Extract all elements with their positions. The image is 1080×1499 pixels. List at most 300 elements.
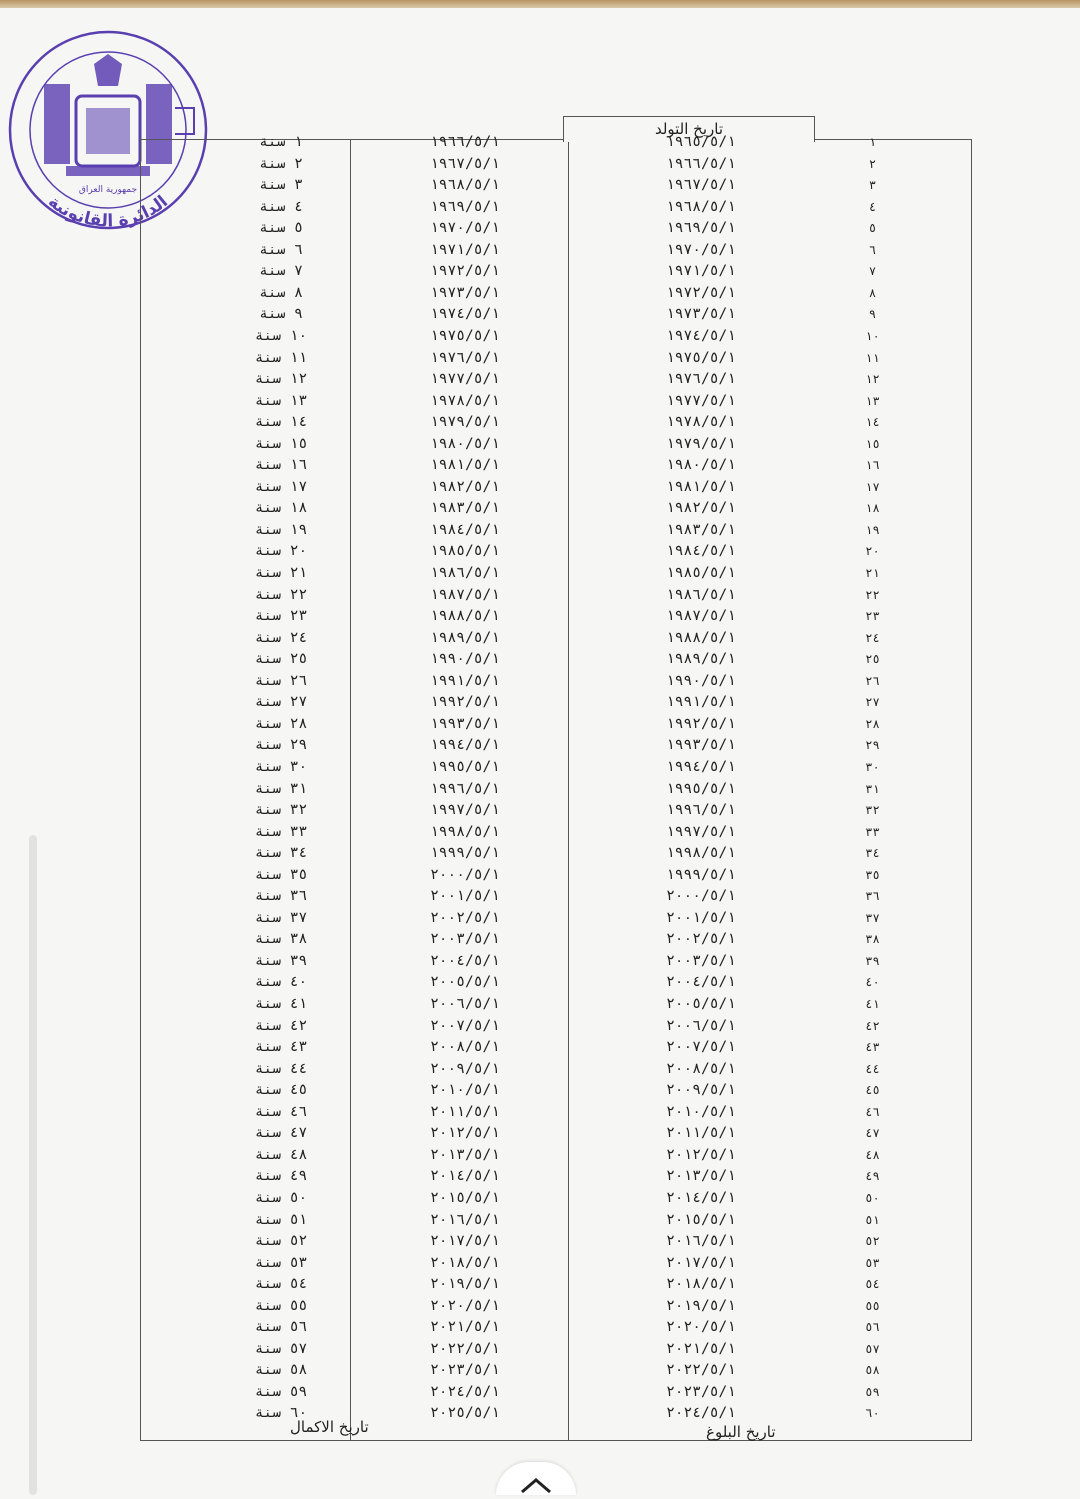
- row-number-cell: ٣٢: [865, 803, 880, 818]
- row-number-cell: ٣: [868, 178, 877, 193]
- birth-date-cell: ٢٠٢٠/٥/١: [666, 1319, 736, 1336]
- age-cell: ٢٤ سنة: [254, 629, 308, 646]
- completion-date-cell: ٢٠١٧/٥/١: [430, 1233, 500, 1250]
- age-cell: ٢ سنة: [259, 155, 303, 172]
- row-number-cell: ٤٢: [865, 1018, 880, 1033]
- row-number-cell: ٣٠: [865, 759, 880, 774]
- row-number-cell: ٢٨: [865, 716, 880, 731]
- birth-date-cell: ١٩٨٥/٥/١: [666, 565, 736, 581]
- birth-date-cell: ١٩٩٧/٥/١: [666, 823, 736, 840]
- table-row: [140, 929, 972, 951]
- table-row: [140, 606, 972, 628]
- birth-date-cell: ٢٠٠٧/٥/١: [666, 1039, 736, 1056]
- row-number-cell: ٣٤: [865, 846, 880, 861]
- age-cell: ٥٢ سنة: [254, 1233, 308, 1250]
- row-number-cell: ٨: [868, 285, 877, 300]
- completion-date-cell: ٢٠٠٥/٥/١: [430, 974, 500, 991]
- row-number-cell: ١٦: [865, 458, 880, 473]
- completion-date-cell: ١٩٨٢/٥/١: [430, 478, 500, 495]
- table-row: [140, 1080, 972, 1102]
- footer-maturity-date: تاريخ البلوغ: [706, 1423, 776, 1441]
- birth-date-cell: ٢٠٢١/٥/١: [666, 1340, 736, 1357]
- table-row: [140, 585, 972, 607]
- table-row: [140, 714, 972, 736]
- table-row: [140, 908, 972, 930]
- birth-date-cell: ١٩٨٩/٥/١: [666, 651, 736, 668]
- table-row: [140, 994, 972, 1016]
- birth-date-cell: ١٩٧٤/٥/١: [666, 327, 736, 344]
- row-number-cell: ١٥: [865, 436, 880, 451]
- age-cell: ٣١ سنة: [254, 780, 308, 797]
- row-number-cell: ٥٢: [865, 1234, 880, 1249]
- table-row: [140, 218, 972, 240]
- age-cell: ٢٣ سنة: [254, 608, 308, 625]
- age-cell: ٥٨ سنة: [254, 1362, 308, 1379]
- birth-date-cell: ١٩٦٦/٥/١: [666, 155, 736, 172]
- birth-date-cell: ١٩٩٩/٥/١: [666, 866, 736, 883]
- table-row: [140, 1231, 972, 1253]
- table-row: [140, 304, 972, 326]
- birth-date-cell: ٢٠٠٠/٥/١: [666, 888, 736, 905]
- completion-date-cell: ١٩٩٠/٥/١: [430, 651, 500, 668]
- table-row: [140, 1123, 972, 1145]
- scrollbar[interactable]: [29, 835, 37, 1495]
- completion-date-cell: ٢٠٢٤/٥/١: [430, 1383, 500, 1400]
- stamp-inner-text: جمهورية العراق: [78, 185, 138, 195]
- row-number-cell: ٤٥: [865, 1083, 880, 1098]
- row-number-cell: ٥٠: [865, 1190, 880, 1205]
- table-row: [140, 822, 972, 844]
- table-row: [140, 520, 972, 542]
- birth-date-cell: ١٩٧٠/٥/١: [666, 241, 736, 258]
- age-cell: ٣٩ سنة: [254, 952, 308, 969]
- completion-date-cell: ٢٠١١/٥/١: [430, 1103, 500, 1120]
- row-number-cell: ٤١: [865, 997, 880, 1011]
- table-row: [140, 1253, 972, 1275]
- completion-date-cell: ٢٠٠٧/٥/١: [430, 1017, 500, 1034]
- table-row: [140, 1339, 972, 1361]
- age-cell: ٩ سنة: [259, 306, 303, 323]
- birth-date-cell: ١٩٧٣/٥/١: [666, 306, 736, 323]
- birth-date-cell: ٢٠٠١/٥/١: [666, 909, 736, 926]
- row-number-cell: ٢٣: [865, 609, 880, 624]
- completion-date-cell: ٢٠٠٢/٥/١: [430, 909, 500, 926]
- table-row: [140, 563, 972, 585]
- table-row: [140, 412, 972, 434]
- completion-date-cell: ٢٠١٣/٥/١: [430, 1146, 500, 1163]
- birth-date-cell: ١٩٨٤/٥/١: [666, 543, 736, 560]
- table-row: [140, 1274, 972, 1296]
- row-number-cell: ١٤: [865, 415, 880, 430]
- birth-date-cell: ١٩٦٨/٥/١: [666, 198, 736, 215]
- completion-date-cell: ١٩٨٩/٥/١: [430, 629, 500, 646]
- completion-date-cell: ٢٠٠٠/٥/١: [430, 866, 500, 883]
- row-number-cell: ٢١: [865, 566, 880, 580]
- birth-date-cell: ٢٠١٤/٥/١: [666, 1189, 736, 1206]
- completion-date-cell: ٢٠١٩/٥/١: [430, 1276, 500, 1293]
- row-number-cell: ٢٢: [865, 587, 880, 602]
- birth-date-cell: ٢٠١٩/٥/١: [666, 1297, 736, 1314]
- birth-date-cell: ١٩٨٦/٥/١: [666, 586, 736, 603]
- completion-date-cell: ١٩٨٨/٥/١: [430, 608, 500, 625]
- age-cell: ٣٥ سنة: [254, 866, 308, 883]
- table-row: [140, 197, 972, 219]
- age-cell: ٢٠ سنة: [254, 543, 308, 560]
- row-number-cell: ٢٩: [865, 738, 880, 753]
- completion-date-cell: ١٩٧٦/٥/١: [430, 349, 500, 366]
- footer-completion-date: تاريخ الاكمال: [290, 1418, 369, 1436]
- birth-date-cell: ٢٠٢٢/٥/١: [666, 1362, 736, 1379]
- completion-date-cell: ١٩٨٠/٥/١: [430, 435, 500, 452]
- completion-date-cell: ٢٠٠٣/٥/١: [430, 931, 500, 948]
- age-cell: ٥٤ سنة: [254, 1276, 308, 1293]
- table-row: [140, 951, 972, 973]
- age-cell: ٣ سنة: [259, 177, 303, 194]
- birth-date-cell: ٢٠١٨/٥/١: [666, 1276, 736, 1293]
- row-number-cell: ٢٧: [865, 695, 880, 710]
- completion-date-cell: ٢٠٠١/٥/١: [430, 888, 500, 905]
- age-cell: ٢٢ سنة: [254, 586, 308, 603]
- age-cell: ٥٥ سنة: [254, 1297, 308, 1314]
- completion-date-cell: ١٩٦٨/٥/١: [430, 177, 500, 194]
- table-row: [140, 541, 972, 563]
- table-row: [140, 154, 972, 176]
- row-number-cell: ١٨: [865, 501, 880, 516]
- row-number-cell: ٤٦: [865, 1104, 880, 1119]
- age-cell: ٦٠ سنة: [254, 1405, 308, 1422]
- table-row: [140, 886, 972, 908]
- age-cell: ١٠ سنة: [254, 327, 308, 344]
- row-number-cell: ٢٤: [865, 630, 880, 645]
- row-number-cell: ١٢: [865, 372, 880, 387]
- table-row: [140, 391, 972, 413]
- table-row: [140, 261, 972, 283]
- table-row: [140, 477, 972, 499]
- age-cell: ١٤ سنة: [254, 414, 308, 431]
- completion-date-cell: ٢٠٢٥/٥/١: [430, 1405, 500, 1422]
- table-row: [140, 175, 972, 197]
- completion-date-cell: ١٩٧٩/٥/١: [430, 414, 500, 431]
- birth-date-cell: ٢٠٢٣/٥/١: [666, 1383, 736, 1400]
- age-cell: ٤٧ سنة: [254, 1125, 308, 1142]
- age-cell: ١٥ سنة: [254, 435, 308, 452]
- age-cell: ٥ سنة: [259, 220, 303, 237]
- completion-date-cell: ١٩٦٩/٥/١: [430, 198, 500, 215]
- age-cell: ١٧ سنة: [254, 478, 308, 495]
- table-row: [140, 649, 972, 671]
- birth-date-cell: ١٩٩٨/٥/١: [666, 845, 736, 862]
- age-cell: ٥٩ سنة: [254, 1383, 308, 1400]
- row-number-cell: ٢: [868, 156, 877, 171]
- row-number-cell: ٥٤: [865, 1277, 880, 1292]
- age-cell: ٤٢ سنة: [254, 1017, 308, 1034]
- table-row: [140, 1145, 972, 1167]
- birth-date-cell: ١٩٨١/٥/١: [666, 478, 736, 495]
- age-cell: ١٩ سنة: [254, 521, 308, 538]
- table-row: [140, 779, 972, 801]
- completion-date-cell: ٢٠١٦/٥/١: [430, 1211, 500, 1228]
- completion-date-cell: ٢٠١٤/٥/١: [430, 1168, 500, 1185]
- completion-date-cell: ١٩٩٩/٥/١: [430, 845, 500, 862]
- birth-date-cell: ٢٠١٦/٥/١: [666, 1233, 736, 1250]
- row-number-cell: ٢٠: [865, 544, 880, 559]
- birth-date-cell: ١٩٩٥/٥/١: [666, 780, 736, 797]
- age-cell: ١٨ سنة: [254, 500, 308, 517]
- birth-date-cell: ٢٠١٧/٥/١: [666, 1254, 736, 1271]
- completion-date-cell: ٢٠١٢/٥/١: [430, 1125, 500, 1142]
- birth-date-cell: ١٩٧٥/٥/١: [666, 349, 736, 366]
- birth-date-cell: ١٩٧٧/٥/١: [666, 392, 736, 409]
- age-cell: ٤٦ سنة: [254, 1103, 308, 1120]
- completion-date-cell: ٢٠١٥/٥/١: [430, 1189, 500, 1206]
- age-cell: ٥٦ سنة: [254, 1319, 308, 1336]
- completion-date-cell: ١٩٩٥/٥/١: [430, 758, 500, 775]
- birth-date-cell: ١٩٦٧/٥/١: [666, 177, 736, 194]
- completion-date-cell: ٢٠٠٤/٥/١: [430, 952, 500, 969]
- row-number-cell: ١١: [865, 350, 880, 365]
- age-cell: ١١ سنة: [254, 349, 308, 366]
- birth-date-cell: ١٩٩٠/٥/١: [666, 672, 736, 689]
- birth-date-cell: ٢٠٠٩/٥/١: [666, 1082, 736, 1099]
- age-cell: ٤٥ سنة: [254, 1082, 308, 1099]
- stamp-tick-mark: [175, 107, 195, 135]
- completion-date-cell: ١٩٨٧/٥/١: [430, 586, 500, 603]
- row-number-cell: ٣٧: [865, 910, 880, 925]
- table-row: [140, 132, 972, 154]
- row-number-cell: ٤٩: [865, 1169, 880, 1184]
- row-number-cell: ٥٩: [865, 1384, 880, 1399]
- age-cell: ٣٣ سنة: [254, 823, 308, 840]
- table-row: [140, 434, 972, 456]
- row-number-cell: ٣٩: [865, 953, 880, 968]
- age-cell: ٥٧ سنة: [254, 1340, 308, 1357]
- row-number-cell: ٣١: [865, 781, 880, 796]
- birth-date-cell: ١٩٨٧/٥/١: [666, 608, 736, 625]
- table-row: [140, 326, 972, 348]
- table-row: [140, 1059, 972, 1081]
- age-cell: ٤٠ سنة: [254, 974, 308, 991]
- table-row: [140, 455, 972, 477]
- table-row: [140, 498, 972, 520]
- birth-date-cell: ٢٠١١/٥/١: [666, 1125, 736, 1142]
- table-row: [140, 671, 972, 693]
- birth-date-cell: ١٩٧١/٥/١: [666, 263, 736, 280]
- back-button[interactable]: [496, 1462, 576, 1495]
- row-number-cell: ٥٦: [865, 1320, 880, 1335]
- row-number-cell: ٩: [868, 307, 877, 322]
- age-cell: ١٦ سنة: [254, 457, 308, 474]
- row-number-cell: ٥٥: [865, 1298, 880, 1313]
- age-cell: ٣٢ سنة: [254, 802, 308, 819]
- completion-date-cell: ١٩٩٢/٥/١: [430, 694, 500, 711]
- top-edge-strip: [0, 0, 1080, 8]
- completion-date-cell: ٢٠١٠/٥/١: [430, 1082, 500, 1099]
- completion-date-cell: ٢٠٠٩/٥/١: [430, 1060, 500, 1077]
- age-cell: ٤٨ سنة: [254, 1146, 308, 1163]
- table-row: [140, 843, 972, 865]
- table-row: [140, 628, 972, 650]
- row-number-cell: ٤: [868, 199, 877, 214]
- birth-date-cell: ٢٠٠٥/٥/١: [666, 996, 736, 1012]
- birth-date-cell: ١٩٩٢/٥/١: [666, 715, 736, 732]
- age-cell: ٣٧ سنة: [254, 909, 308, 926]
- table-row: [140, 240, 972, 262]
- row-number-cell: ٢٦: [865, 673, 880, 688]
- age-cell: ٦ سنة: [259, 241, 303, 258]
- age-cell: ٢١ سنة: [254, 565, 308, 581]
- table-row: [140, 1102, 972, 1124]
- age-cell: ٢٩ سنة: [254, 737, 308, 754]
- table-row: [140, 1210, 972, 1232]
- row-number-cell: ٤٨: [865, 1147, 880, 1162]
- table-row: [140, 1296, 972, 1318]
- birth-date-cell: ٢٠١٠/٥/١: [666, 1103, 736, 1120]
- birth-date-cell: ٢٠٠٦/٥/١: [666, 1017, 736, 1034]
- completion-date-cell: ١٩٧١/٥/١: [430, 241, 500, 258]
- birth-date-cell: ١٩٩١/٥/١: [666, 694, 736, 711]
- age-cell: ٣٨ سنة: [254, 931, 308, 948]
- birth-date-cell: ١٩٨٨/٥/١: [666, 629, 736, 646]
- table-row: [140, 1188, 972, 1210]
- row-number-cell: ١٠: [865, 328, 880, 343]
- age-cell: ٤٣ سنة: [254, 1039, 308, 1056]
- completion-date-cell: ١٩٨٤/٥/١: [430, 521, 500, 538]
- row-number-cell: ٣٣: [865, 824, 880, 839]
- table-row: [140, 735, 972, 757]
- table-row: [140, 1382, 972, 1404]
- birth-date-cell: ٢٠٠٨/٥/١: [666, 1060, 736, 1077]
- age-cell: ٣٠ سنة: [254, 758, 308, 775]
- row-number-cell: ٤٤: [865, 1061, 880, 1076]
- up-arrow-icon: [496, 1462, 576, 1495]
- birth-date-cell: ٢٠٠٤/٥/١: [666, 974, 736, 991]
- row-number-cell: ٥: [868, 221, 877, 236]
- age-cell: ٣٦ سنة: [254, 888, 308, 905]
- age-cell: ٨ سنة: [259, 284, 303, 301]
- completion-date-cell: ١٩٧٣/٥/١: [430, 284, 500, 301]
- birth-date-cell: ٢٠٢٤/٥/١: [666, 1405, 736, 1422]
- completion-date-cell: ١٩٨٥/٥/١: [430, 543, 500, 560]
- table-row: [140, 865, 972, 887]
- age-cell: ٤ سنة: [259, 198, 303, 215]
- completion-date-cell: ١٩٧٧/٥/١: [430, 371, 500, 388]
- row-number-cell: ١٣: [865, 393, 880, 408]
- age-cell: ٤٤ سنة: [254, 1060, 308, 1077]
- age-cell: ١٢ سنة: [254, 371, 308, 388]
- row-number-cell: ٦٠: [865, 1406, 880, 1421]
- age-cell: ٥٠ سنة: [254, 1189, 308, 1206]
- age-cell: ٣٤ سنة: [254, 845, 308, 862]
- table-row: [140, 1403, 972, 1425]
- birth-date-cell: ٢٠٠٣/٥/١: [666, 952, 736, 969]
- table-row: [140, 369, 972, 391]
- completion-date-cell: ١٩٧٥/٥/١: [430, 327, 500, 344]
- table-row: [140, 1166, 972, 1188]
- age-cell: ٤١ سنة: [254, 996, 308, 1012]
- completion-date-cell: ٢٠٠٨/٥/١: [430, 1039, 500, 1056]
- age-cell: ١٣ سنة: [254, 392, 308, 409]
- birth-date-cell: ١٩٩٦/٥/١: [666, 802, 736, 819]
- age-cell: ٢٧ سنة: [254, 694, 308, 711]
- birth-date-cell: ١٩٧٩/٥/١: [666, 435, 736, 452]
- age-cell: ٥٣ سنة: [254, 1254, 308, 1271]
- table-row: [140, 800, 972, 822]
- row-number-cell: ٣٨: [865, 932, 880, 947]
- completion-date-cell: ١٩٦٦/٥/١: [430, 134, 500, 150]
- completion-date-cell: ١٩٧٠/٥/١: [430, 220, 500, 237]
- row-number-cell: ٦: [868, 242, 877, 257]
- row-number-cell: ٤٧: [865, 1126, 880, 1141]
- completion-date-cell: ١٩٨٦/٥/١: [430, 565, 500, 581]
- age-cell: ١ سنة: [259, 134, 303, 150]
- table-row: [140, 1037, 972, 1059]
- row-number-cell: ٧: [868, 264, 877, 279]
- birth-date-cell: ١٩٨٠/٥/١: [666, 457, 736, 474]
- table-row: [140, 1016, 972, 1038]
- row-number-cell: ٥٣: [865, 1255, 880, 1270]
- table-row: [140, 692, 972, 714]
- stamp-ring-text: الدائرة القانونية: [44, 191, 172, 232]
- table-row: [140, 283, 972, 305]
- completion-date-cell: ١٩٧٨/٥/١: [430, 392, 500, 409]
- age-cell: ٥١ سنة: [254, 1211, 308, 1228]
- completion-date-cell: ٢٠٢٣/٥/١: [430, 1362, 500, 1379]
- header-birth-date: تاريخ التولد: [563, 116, 815, 142]
- completion-date-cell: ٢٠٢٢/٥/١: [430, 1340, 500, 1357]
- birth-date-cell: ١٩٩٣/٥/١: [666, 737, 736, 754]
- row-number-cell: ٤٣: [865, 1040, 880, 1055]
- completion-date-cell: ٢٠٢٠/٥/١: [430, 1297, 500, 1314]
- completion-date-cell: ١٩٧٤/٥/١: [430, 306, 500, 323]
- completion-date-cell: ١٩٨١/٥/١: [430, 457, 500, 474]
- birth-date-cell: ١٩٦٥/٥/١: [666, 134, 736, 150]
- birth-date-cell: ١٩٦٩/٥/١: [666, 220, 736, 237]
- row-number-cell: ١: [868, 135, 877, 149]
- birth-date-cell: ١٩٨٢/٥/١: [666, 500, 736, 517]
- birth-date-cell: ١٩٧٢/٥/١: [666, 284, 736, 301]
- table-row: [140, 972, 972, 994]
- completion-date-cell: ٢٠١٨/٥/١: [430, 1254, 500, 1271]
- table-row: [140, 757, 972, 779]
- row-number-cell: ٣٦: [865, 889, 880, 904]
- age-cell: ٢٦ سنة: [254, 672, 308, 689]
- birth-date-cell: ١٩٩٤/٥/١: [666, 758, 736, 775]
- birth-date-cell: ٢٠١٢/٥/١: [666, 1146, 736, 1163]
- completion-date-cell: ١٩٦٧/٥/١: [430, 155, 500, 172]
- birth-date-cell: ٢٠١٥/٥/١: [666, 1211, 736, 1228]
- completion-date-cell: ٢٠٢١/٥/١: [430, 1319, 500, 1336]
- birth-date-cell: ٢٠٠٢/٥/١: [666, 931, 736, 948]
- row-number-cell: ٤٠: [865, 975, 880, 990]
- completion-date-cell: ١٩٧٢/٥/١: [430, 263, 500, 280]
- completion-date-cell: ١٩٩٤/٥/١: [430, 737, 500, 754]
- table-row: [140, 1360, 972, 1382]
- row-number-cell: ١٧: [865, 479, 880, 494]
- completion-date-cell: ١٩٩٧/٥/١: [430, 802, 500, 819]
- completion-date-cell: ١٩٩٣/٥/١: [430, 715, 500, 732]
- birth-date-cell: ١٩٧٨/٥/١: [666, 414, 736, 431]
- completion-date-cell: ١٩٩١/٥/١: [430, 672, 500, 689]
- row-number-cell: ٢٥: [865, 652, 880, 667]
- completion-date-cell: ١٩٩٨/٥/١: [430, 823, 500, 840]
- row-number-cell: ٥١: [865, 1212, 880, 1227]
- row-number-cell: ٥٧: [865, 1341, 880, 1356]
- birth-date-cell: ٢٠١٣/٥/١: [666, 1168, 736, 1185]
- age-cell: ٢٥ سنة: [254, 651, 308, 668]
- age-cell: ٤٩ سنة: [254, 1168, 308, 1185]
- row-number-cell: ١٩: [865, 522, 880, 537]
- birth-date-cell: ١٩٧٦/٥/١: [666, 371, 736, 388]
